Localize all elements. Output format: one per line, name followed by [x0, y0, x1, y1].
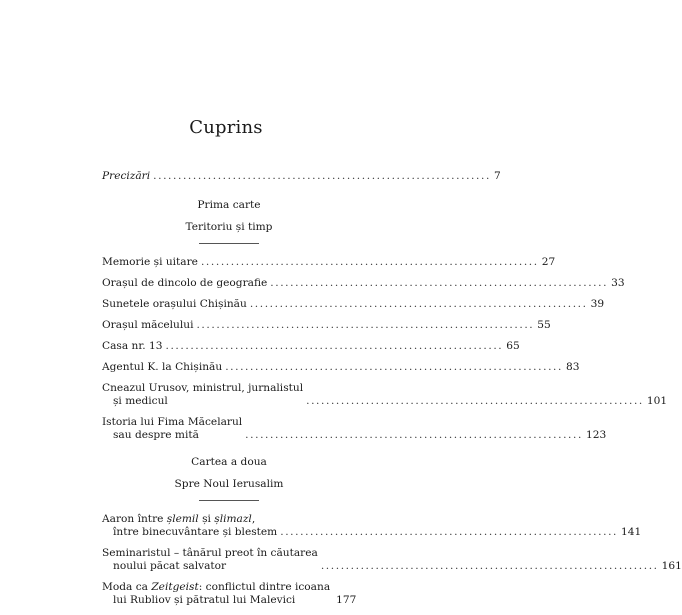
toc-entry-label: [102, 319, 193, 332]
part-subtitle: Spre Noul Ierusalim: [174, 478, 284, 490]
leader-dots: ....................................................................: [249, 298, 588, 310]
toc-entry-page: 83: [565, 361, 580, 373]
toc-entry-label: [102, 277, 267, 290]
toc-entry-page: 65: [506, 340, 520, 352]
page-title: Cuprins: [189, 117, 263, 138]
toc-entry[interactable]: [102, 382, 668, 408]
toc-entry-label: [102, 256, 198, 269]
toc-entry-page: 39: [590, 298, 605, 310]
toc-entry-line: Memorie și uitare: [102, 256, 198, 268]
leader-dots: ....................................................................: [270, 277, 609, 289]
leader-dots: ....................................................................: [200, 256, 539, 268]
part-heading: Cartea a doua: [191, 456, 267, 468]
toc-entry[interactable]: [102, 547, 682, 573]
part-heading: Prima carte: [197, 199, 261, 211]
toc-entry-line: Aaron între șlemil și șlimazl,: [102, 513, 256, 525]
table-of-contents: [102, 170, 682, 615]
toc-entry-line: sau despre mită: [113, 429, 199, 441]
toc-entry-line: Moda ca Zeitgeist: conflictul dintre icoana: [102, 581, 331, 593]
leader-dots: ....................................................................: [153, 170, 491, 182]
toc-entry-page: 123: [585, 429, 607, 441]
toc-entry-line: Cneazul Urusov, ministrul, jurnalistul: [102, 382, 304, 394]
toc-entry[interactable]: [102, 319, 551, 332]
toc-entry-line: Orașul măcelului: [102, 319, 194, 331]
leader-dots: ....................................................................: [165, 340, 504, 352]
toc-entry[interactable]: [102, 361, 580, 374]
section-divider: [199, 500, 259, 501]
part-subtitle: Teritoriu și timp: [185, 221, 273, 233]
toc-entry-line: noului păcat salvator: [113, 560, 227, 572]
leader-dots: ....................................................................: [196, 319, 535, 331]
toc-entry-page: 33: [611, 277, 625, 289]
toc-entry-line: Istoria lui Fima Măcelarul: [102, 416, 243, 428]
toc-entry-label: [102, 547, 318, 573]
toc-entry-label: [102, 416, 242, 442]
toc-entry-line: și medicul: [113, 395, 168, 407]
toc-entry-line: Orașul de dincolo de geografie: [102, 277, 268, 289]
toc-entry[interactable]: [102, 256, 556, 269]
toc-entry-label: [102, 581, 330, 607]
leader-dots: ....................................................................: [306, 395, 644, 407]
toc-entry-label: [102, 382, 303, 408]
toc-entry-page: 161: [661, 560, 682, 572]
toc-entry-page: 27: [541, 256, 556, 268]
leader-dots: ....................................................................: [225, 361, 563, 373]
toc-entry-intro[interactable]: [102, 170, 501, 183]
toc-entry[interactable]: [102, 513, 642, 539]
leader-dots: ....................................................................: [320, 560, 659, 572]
leader-dots: ....................................................................: [280, 526, 619, 538]
toc-entry-line: Casa nr. 13: [102, 340, 163, 352]
toc-entry-line: Seminaristul – tânărul preot în căutarea: [102, 547, 318, 559]
toc-entry-label: [102, 298, 247, 311]
toc-entry-line: Sunetele orașului Chișinău: [102, 298, 247, 310]
toc-entry-label: [102, 513, 277, 539]
toc-entry[interactable]: [102, 277, 625, 290]
toc-entry-line: între binecuvântare și blestem: [113, 526, 278, 538]
toc-entry[interactable]: [102, 581, 356, 607]
toc-entry-line: lui Rubliov și pătratul lui Malevici: [113, 594, 296, 606]
toc-entry[interactable]: [102, 298, 605, 311]
toc-entry-page: 177: [336, 594, 357, 606]
toc-entry-page: 101: [646, 395, 668, 407]
toc-entry-page: 55: [537, 319, 551, 331]
toc-entry-page: 141: [621, 526, 642, 538]
toc-entry-label: Precizări: [102, 170, 151, 182]
toc-entry-label: [102, 340, 162, 353]
toc-entry-line: Agentul K. la Chișinău: [102, 361, 223, 373]
toc-entry-label: [102, 361, 222, 374]
leader-dots: ....................................................................: [245, 429, 583, 441]
toc-entry[interactable]: [102, 416, 607, 442]
toc-entry[interactable]: [102, 340, 520, 353]
toc-entry-page: 7: [493, 170, 501, 182]
section-divider: [199, 243, 259, 244]
